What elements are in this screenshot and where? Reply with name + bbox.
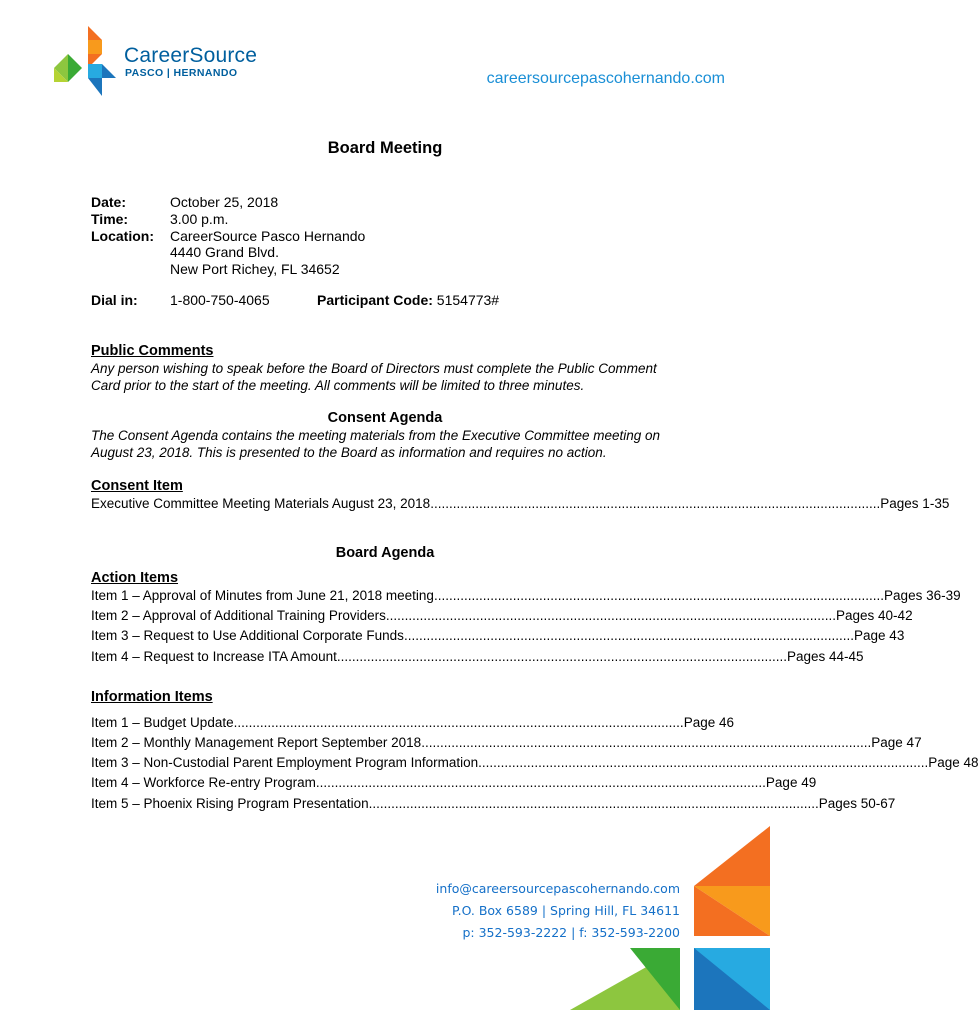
logo-wordmark: CareerSource [124, 44, 258, 67]
public-comments-text-2: Card prior to the start of the meeting. All comments will be limited to three minutes. [91, 378, 585, 393]
board-agenda-heading: Board Agenda [335, 545, 435, 561]
action-item-label: Item 1 – Approval of Minutes from June 21, 2018 meeting [91, 588, 434, 603]
info-item-row: Item 5 – Phoenix Rising Program Presentation ........................................................................................................................ Pages 50-67 [91, 796, 896, 811]
location-line-3: New Port Richey, FL 34652 [170, 261, 340, 277]
information-items-heading: Information Items [91, 689, 213, 705]
info-item-label: Item 5 – Phoenix Rising Program Presentation [91, 796, 369, 811]
website-link[interactable]: careersourcepascohernando.com [486, 70, 725, 87]
info-item-pages: Pages 50-67 [818, 796, 896, 811]
action-item-label: Item 3 – Request to Use Additional Corporate Funds [91, 628, 404, 643]
action-item-pages: Pages 36-39 [884, 588, 961, 603]
info-item-label: Item 3 – Non-Custodial Parent Employment Program Information [91, 755, 479, 770]
participant-code-value: 5154773# [436, 292, 500, 308]
date-label: Date: [91, 194, 127, 210]
info-item-pages: Page 47 [871, 735, 922, 750]
action-item-pages: Pages 44-45 [786, 649, 864, 664]
page-title: Board Meeting [327, 139, 443, 157]
consent-item-label: Executive Committee Meeting Materials August 23, 2018 [91, 496, 431, 511]
dial-in-number: 1-800-750-4065 [170, 292, 270, 308]
info-item-pages: Page 49 [765, 775, 817, 790]
location-label: Location: [91, 228, 154, 244]
logo-subtitle: PASCO | HERNANDO [125, 67, 238, 79]
action-item-row: Item 4 – Request to Increase ITA Amount ........................................................................................................................ Pages 44-45 [91, 649, 864, 664]
info-item-pages: Page 46 [683, 715, 734, 730]
location-row [91, 228, 365, 245]
dial-in-row [91, 292, 499, 309]
action-item-row: Item 1 – Approval of Minutes from June 21, 2018 meeting ........................................................................................................................ Pages 36-39 [91, 588, 961, 603]
action-item-pages: Page 43 [854, 628, 905, 643]
time-row [91, 211, 228, 228]
public-comments-heading: Public Comments [91, 343, 214, 359]
public-comments-text-1: Any person wishing to speak before the Board of Directors must complete the Public Comment [91, 361, 657, 376]
location-line-1: CareerSource Pasco Hernando [170, 228, 366, 244]
footer-phones: p: 352-593-2222 | f: 352-593-2200 [462, 925, 680, 940]
consent-agenda-heading: Consent Agenda [327, 410, 443, 426]
info-item-label: Item 2 – Monthly Management Report September 2018 [91, 735, 422, 750]
dial-in-label: Dial in: [91, 292, 138, 308]
action-items-heading: Action Items [91, 570, 179, 586]
location-line-2: 4440 Grand Blvd. [170, 244, 279, 260]
consent-item-row: Executive Committee Meeting Materials August 23, 2018 ........................................................................................................................ Pages 1-35 [91, 496, 950, 511]
action-item-row: Item 2 – Approval of Additional Training Providers ........................................................................................................................ Pages 40-42 [91, 608, 913, 623]
info-item-row: Item 4 – Workforce Re-entry Program ........................................................................................................................ Page 49 [91, 775, 817, 790]
time-label: Time: [91, 211, 129, 227]
info-item-row: Item 2 – Monthly Management Report September 2018 ........................................................................................................................ Page 47 [91, 735, 922, 750]
footer-email[interactable]: info@careersourcepascohernando.com [435, 881, 680, 896]
info-item-row: Item 3 – Non-Custodial Parent Employment Program Information ........................................................................................................................ Page 48 [91, 755, 979, 770]
info-item-pages: Page 48 [928, 755, 979, 770]
careersource-logo-mark-icon [50, 26, 122, 98]
time-value: 3.00 p.m. [170, 211, 229, 227]
info-item-label: Item 1 – Budget Update [91, 715, 234, 730]
consent-agenda-text-1: The Consent Agenda contains the meeting materials from the Executive Committee meeting on [91, 428, 661, 443]
consent-agenda-text-2: August 23, 2018. This is presented to the Board as information and requires no action. [91, 445, 607, 460]
date-row [91, 194, 278, 211]
action-item-label: Item 4 – Request to Increase ITA Amount [91, 649, 337, 664]
consent-item-heading: Consent Item [91, 478, 183, 494]
info-item-label: Item 4 – Workforce Re-entry Program [91, 775, 316, 790]
action-item-label: Item 2 – Approval of Additional Training Providers [91, 608, 386, 623]
consent-item-pages: Pages 1-35 [880, 496, 950, 511]
participant-code-label: Participant Code: [317, 292, 433, 308]
decorative-corner-shapes-icon [570, 824, 770, 1024]
action-item-row: Item 3 – Request to Use Additional Corporate Funds ........................................................................................................................ Page 43 [91, 628, 905, 643]
date-value: October 25, 2018 [170, 194, 279, 210]
footer-address: P.O. Box 6589 | Spring Hill, FL 34611 [452, 903, 680, 918]
action-item-pages: Pages 40-42 [836, 608, 913, 623]
info-item-row: Item 1 – Budget Update ........................................................................................................................ Page 46 [91, 715, 734, 730]
